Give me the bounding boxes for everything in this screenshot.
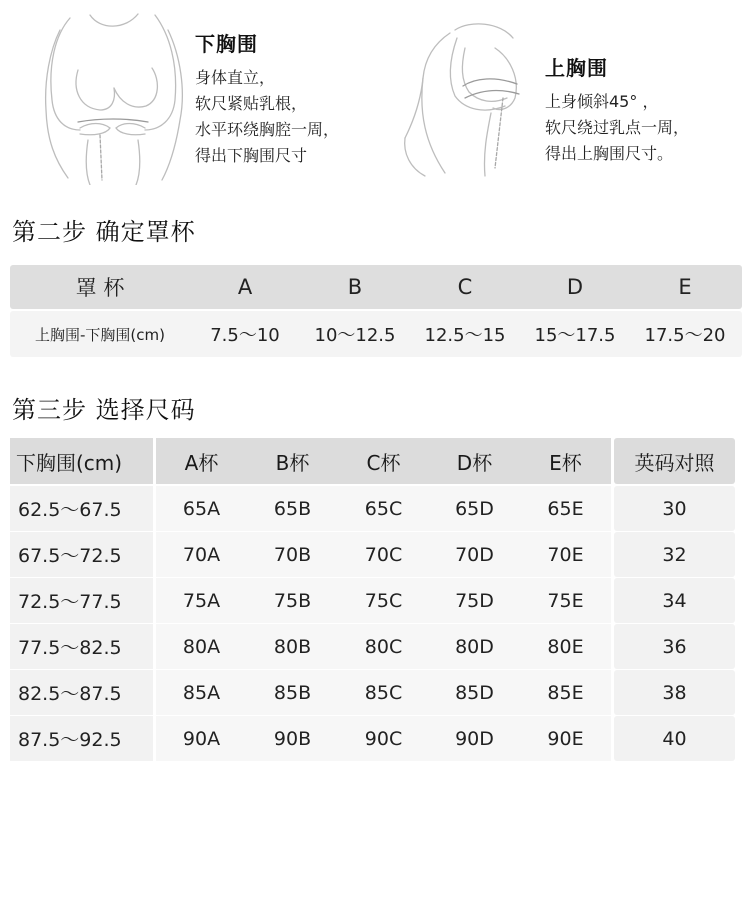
overbust-instructions xyxy=(545,52,689,167)
size-cell: 75E xyxy=(520,578,611,623)
size-header-band: 下胸围(cm) xyxy=(10,438,153,484)
size-cell: 85B xyxy=(247,670,338,715)
cup-header-a: A xyxy=(237,275,253,299)
size-cell: 80C xyxy=(338,624,429,669)
size-table-header xyxy=(10,438,742,484)
cup-row-label: 上胸围-下胸围(cm) xyxy=(35,325,165,344)
underbust-step-2: 软尺紧贴乳根， xyxy=(195,94,308,113)
uk-size: 30 xyxy=(614,486,735,531)
size-cell: 90B xyxy=(247,716,338,761)
size-cell: 80B xyxy=(247,624,338,669)
size-header-d: D杯 xyxy=(429,438,520,484)
band-range: 77.5～82.5 xyxy=(10,624,153,669)
size-cell: 90C xyxy=(338,716,429,761)
cup-header-e: E xyxy=(678,275,692,299)
overbust-step-1: 上身倾斜45° ， xyxy=(545,92,659,111)
cup-table-row xyxy=(10,311,742,357)
cup-header-c: C xyxy=(457,275,473,299)
cup-table-header xyxy=(10,265,742,309)
size-cell: 70A xyxy=(156,532,247,577)
cup-size-table xyxy=(10,265,742,357)
size-cell: 65E xyxy=(520,486,611,531)
size-cell: 70D xyxy=(429,532,520,577)
overbust-title: 上胸围 xyxy=(545,56,608,80)
cup-header-b: B xyxy=(347,275,363,299)
size-cell: 85D xyxy=(429,670,520,715)
size-header-c: C杯 xyxy=(338,438,429,484)
overbust-step-2: 软尺绕过乳点一周， xyxy=(545,118,690,137)
uk-size: 40 xyxy=(614,716,735,761)
size-cell: 65B xyxy=(247,486,338,531)
table-row xyxy=(10,624,742,669)
cup-header-label: 罩 杯 xyxy=(75,276,125,300)
cup-range-d: 15～17.5 xyxy=(534,325,616,346)
size-cell: 85E xyxy=(520,670,611,715)
bra-size-table xyxy=(10,438,742,762)
size-cell: 70C xyxy=(338,532,429,577)
cup-range-c: 12.5～15 xyxy=(424,325,506,346)
uk-size: 34 xyxy=(614,578,735,623)
table-row xyxy=(10,670,742,715)
size-cell: 65A xyxy=(156,486,247,531)
underbust-instructions xyxy=(195,28,339,169)
table-row xyxy=(10,532,742,577)
size-cell: 75D xyxy=(429,578,520,623)
band-range: 62.5～67.5 xyxy=(10,486,153,531)
size-cell: 90D xyxy=(429,716,520,761)
step3-heading: 第三步 选择尺码 xyxy=(12,396,196,424)
band-range: 72.5～77.5 xyxy=(10,578,153,623)
underbust-title: 下胸围 xyxy=(195,32,258,56)
size-cell: 80E xyxy=(520,624,611,669)
size-cell: 65D xyxy=(429,486,520,531)
cup-range-a: 7.5～10 xyxy=(210,325,280,346)
size-cell: 75A xyxy=(156,578,247,623)
uk-size: 32 xyxy=(614,532,735,577)
size-cell: 90A xyxy=(156,716,247,761)
size-cell: 80D xyxy=(429,624,520,669)
size-cell: 70B xyxy=(247,532,338,577)
band-range: 67.5～72.5 xyxy=(10,532,153,577)
underbust-step-1: 身体直立， xyxy=(195,68,276,87)
table-row xyxy=(10,578,742,623)
band-range: 87.5～92.5 xyxy=(10,716,153,761)
table-row xyxy=(10,716,742,761)
table-row xyxy=(10,486,742,531)
size-header-b: B杯 xyxy=(247,438,338,484)
underbust-step-4: 得出下胸围尺寸 xyxy=(195,146,308,165)
overbust-step-3: 得出上胸围尺寸。 xyxy=(545,144,674,163)
size-cell: 90E xyxy=(520,716,611,761)
step2-heading: 第二步 确定罩杯 xyxy=(12,218,196,246)
overbust-measure-illustration xyxy=(395,18,545,178)
size-header-e: E杯 xyxy=(520,438,611,484)
size-cell: 80A xyxy=(156,624,247,669)
size-header-uk: 英码对照 xyxy=(614,438,735,484)
size-cell: 75C xyxy=(338,578,429,623)
uk-size: 36 xyxy=(614,624,735,669)
size-cell: 85A xyxy=(156,670,247,715)
uk-size: 38 xyxy=(614,670,735,715)
size-cell: 70E xyxy=(520,532,611,577)
size-cell: 85C xyxy=(338,670,429,715)
band-range: 82.5～87.5 xyxy=(10,670,153,715)
size-cell: 75B xyxy=(247,578,338,623)
underbust-step-3: 水平环绕胸腔一周， xyxy=(195,120,340,139)
cup-range-e: 17.5～20 xyxy=(644,325,726,346)
size-cell: 65C xyxy=(338,486,429,531)
underbust-measure-illustration xyxy=(30,10,195,185)
cup-header-d: D xyxy=(566,275,584,299)
cup-range-b: 10～12.5 xyxy=(314,325,396,346)
size-header-a: A杯 xyxy=(156,438,247,484)
